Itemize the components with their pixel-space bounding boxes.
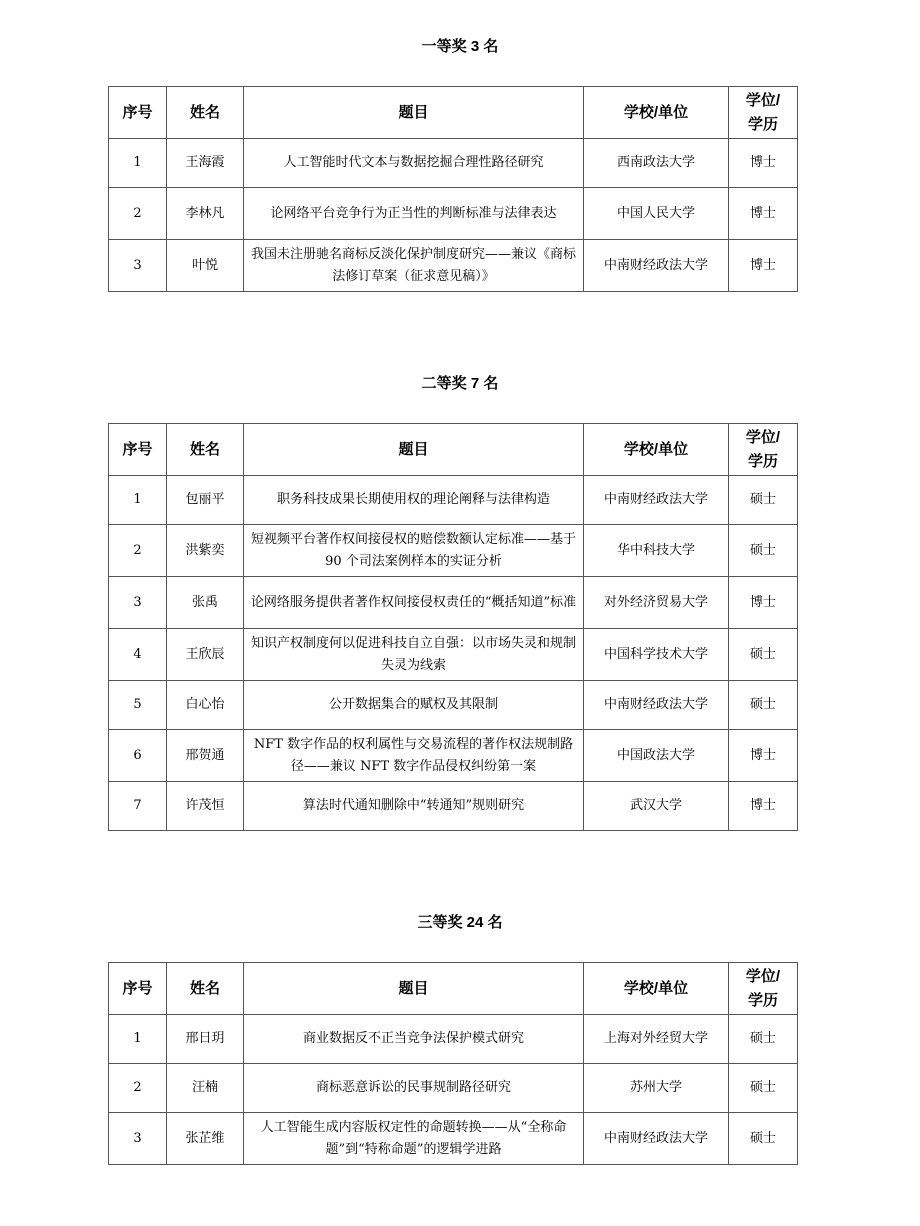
cell-name: 洪紫奕 (167, 525, 244, 577)
cell-name: 包丽平 (167, 476, 244, 525)
table-row (109, 1015, 798, 1064)
cell-no: 4 (109, 629, 167, 681)
header-degree-label: 学位/学历 (745, 967, 781, 1009)
cell-name: 叶悦 (167, 240, 244, 292)
cell-title: 论网络平台竞争行为正当性的判断标准与法律表达 (244, 188, 584, 240)
cell-degree: 硕士 (729, 476, 798, 525)
table-row (109, 782, 798, 831)
section-title: 二等奖 7 名 (421, 375, 499, 392)
section-title: 一等奖 3 名 (421, 38, 499, 55)
table-row (109, 1064, 798, 1113)
cell-degree: 硕士 (729, 1015, 798, 1064)
cell-name: 张芷维 (167, 1113, 244, 1165)
cell-no: 2 (109, 1064, 167, 1113)
cell-title: 短视频平台著作权间接侵权的赔偿数额认定标准——基于 90 个司法案例样本的实证分析 (244, 525, 584, 577)
cell-title: 人工智能生成内容版权定性的命题转换——从“全称命题”到“特称命题”的逻辑学进路 (244, 1113, 584, 1165)
award-section-third (0, 913, 920, 933)
header-degree (729, 963, 798, 1015)
cell-school: 中南财经政法大学 (584, 1113, 729, 1165)
cell-no: 1 (109, 1015, 167, 1064)
cell-no: 2 (109, 525, 167, 577)
cell-name: 邢日玥 (167, 1015, 244, 1064)
cell-no: 3 (109, 1113, 167, 1165)
header-title: 题目 (244, 963, 584, 1015)
cell-school: 中国科学技术大学 (584, 629, 729, 681)
header-school: 学校/单位 (584, 87, 729, 139)
cell-degree: 硕士 (729, 525, 798, 577)
cell-school: 中国政法大学 (584, 730, 729, 782)
cell-title: 商业数据反不正当竞争法保护模式研究 (244, 1015, 584, 1064)
header-name: 姓名 (167, 424, 244, 476)
cell-school: 上海对外经贸大学 (584, 1015, 729, 1064)
cell-degree: 博士 (729, 188, 798, 240)
award-table-second (108, 423, 798, 831)
cell-school: 中南财经政法大学 (584, 681, 729, 730)
cell-no: 1 (109, 476, 167, 525)
cell-degree: 硕士 (729, 1064, 798, 1113)
header-degree-label: 学位/学历 (745, 91, 781, 133)
award-table-third (108, 962, 798, 1165)
cell-title: 算法时代通知删除中“转通知”规则研究 (244, 782, 584, 831)
award-table-first (108, 86, 798, 292)
table-row (109, 139, 798, 188)
cell-name: 李林凡 (167, 188, 244, 240)
cell-no: 1 (109, 139, 167, 188)
header-title: 题目 (244, 424, 584, 476)
table-row (109, 240, 798, 292)
cell-no: 3 (109, 577, 167, 629)
cell-name: 王欣辰 (167, 629, 244, 681)
cell-title: 职务科技成果长期使用权的理论阐释与法律构造 (244, 476, 584, 525)
award-section-first (0, 37, 920, 57)
cell-no: 6 (109, 730, 167, 782)
cell-name: 张禹 (167, 577, 244, 629)
table-row (109, 188, 798, 240)
table-header-row (109, 963, 798, 1015)
cell-no: 7 (109, 782, 167, 831)
cell-name: 白心怡 (167, 681, 244, 730)
cell-school: 苏州大学 (584, 1064, 729, 1113)
header-name: 姓名 (167, 963, 244, 1015)
cell-degree: 博士 (729, 730, 798, 782)
award-section-second (0, 374, 920, 394)
cell-school: 中南财经政法大学 (584, 240, 729, 292)
cell-title: 我国未注册驰名商标反淡化保护制度研究——兼议《商标法修订草案（征求意见稿）》 (244, 240, 584, 292)
cell-school: 中南财经政法大学 (584, 476, 729, 525)
table-row (109, 681, 798, 730)
cell-title: 商标恶意诉讼的民事规制路径研究 (244, 1064, 584, 1113)
cell-name: 邢贺通 (167, 730, 244, 782)
cell-degree: 博士 (729, 139, 798, 188)
cell-school: 武汉大学 (584, 782, 729, 831)
header-no: 序号 (109, 87, 167, 139)
cell-no: 5 (109, 681, 167, 730)
header-name: 姓名 (167, 87, 244, 139)
header-no: 序号 (109, 963, 167, 1015)
cell-degree: 硕士 (729, 629, 798, 681)
table-header-row (109, 424, 798, 476)
cell-title: 论网络服务提供者著作权间接侵权责任的“概括知道”标准 (244, 577, 584, 629)
cell-no: 3 (109, 240, 167, 292)
cell-degree: 硕士 (729, 1113, 798, 1165)
table-row (109, 577, 798, 629)
cell-title: 知识产权制度何以促进科技自立自强：以市场失灵和规制失灵为线索 (244, 629, 584, 681)
table-header-row (109, 87, 798, 139)
header-school: 学校/单位 (584, 963, 729, 1015)
header-school: 学校/单位 (584, 424, 729, 476)
cell-title: NFT 数字作品的权利属性与交易流程的著作权法规制路径——兼议 NFT 数字作品侵权纠纷第一案 (244, 730, 584, 782)
table-row (109, 629, 798, 681)
cell-title: 公开数据集合的赋权及其限制 (244, 681, 584, 730)
table-row (109, 476, 798, 525)
table-row (109, 730, 798, 782)
header-degree (729, 87, 798, 139)
cell-degree: 硕士 (729, 681, 798, 730)
cell-school: 中国人民大学 (584, 188, 729, 240)
cell-degree: 博士 (729, 577, 798, 629)
cell-degree: 博士 (729, 782, 798, 831)
cell-name: 王海霞 (167, 139, 244, 188)
cell-school: 西南政法大学 (584, 139, 729, 188)
cell-no: 2 (109, 188, 167, 240)
table-row (109, 1113, 798, 1165)
table-row (109, 525, 798, 577)
cell-degree: 博士 (729, 240, 798, 292)
header-degree-label: 学位/学历 (745, 428, 781, 470)
cell-school: 华中科技大学 (584, 525, 729, 577)
cell-name: 汪楠 (167, 1064, 244, 1113)
cell-name: 许茂恒 (167, 782, 244, 831)
header-degree (729, 424, 798, 476)
section-title: 三等奖 24 名 (417, 914, 503, 931)
header-title: 题目 (244, 87, 584, 139)
header-no: 序号 (109, 424, 167, 476)
cell-school: 对外经济贸易大学 (584, 577, 729, 629)
cell-title: 人工智能时代文本与数据挖掘合理性路径研究 (244, 139, 584, 188)
